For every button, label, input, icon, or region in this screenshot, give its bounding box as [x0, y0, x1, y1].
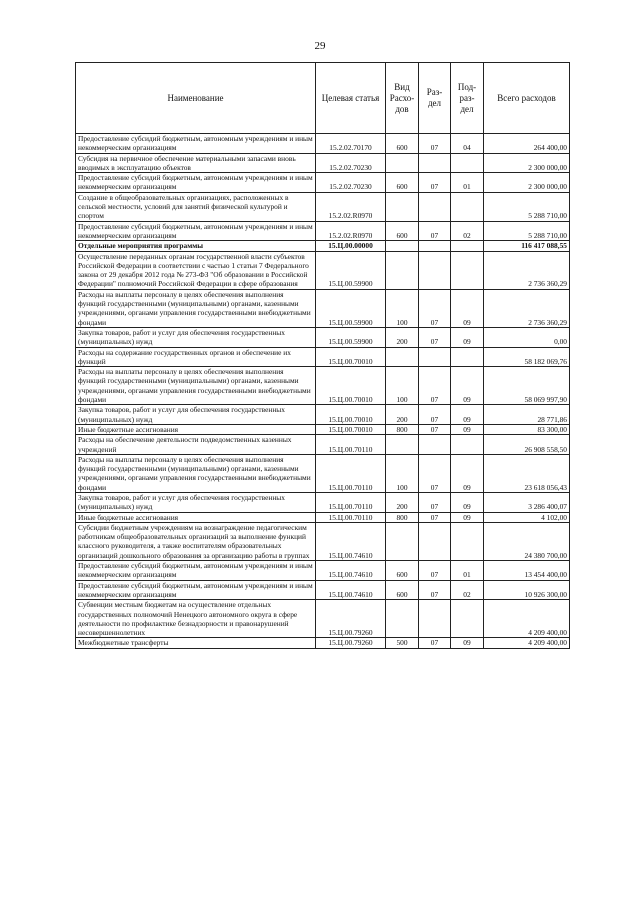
row-amount: 4 209 400,00 [484, 638, 570, 648]
row-name: Субсидия на первичное обеспечение материальными запасами вновь вводимых в эксплуатацию объектов [76, 153, 316, 173]
row-subsection: 09 [451, 492, 484, 512]
row-expense-type: 200 [386, 327, 419, 347]
budget-table [75, 62, 570, 649]
row-expense-type: 600 [386, 561, 419, 581]
row-expense-type: 100 [386, 289, 419, 327]
row-subsection [451, 251, 484, 289]
table-row [76, 367, 570, 405]
row-subsection: 02 [451, 580, 484, 600]
row-expense-type: 800 [386, 424, 419, 434]
row-subsection [451, 192, 484, 221]
row-section: 07 [419, 367, 451, 405]
row-amount: 28 771,86 [484, 405, 570, 425]
row-expense-type: 100 [386, 367, 419, 405]
row-name: Предоставление субсидий бюджетным, автономным учреждениям и иным некоммерческим организациям [76, 561, 316, 581]
page-number: 29 [314, 40, 326, 52]
row-name: Осуществление переданных органам государственной власти субъектов Российской Федерации в соответствии с частью 1 статьи 7 Федерального закона от 29 декабря 2012 года № 273-ФЗ "Об образовании в Российской Федерации" полномочий Российской Федерации в сфере образования [76, 251, 316, 289]
row-expense-type: 800 [386, 512, 419, 522]
row-section: 07 [419, 405, 451, 425]
row-amount: 2 736 360,29 [484, 251, 570, 289]
table-row [76, 454, 570, 492]
table-row [76, 405, 570, 425]
row-subsection: 09 [451, 327, 484, 347]
row-amount: 5 288 710,00 [484, 192, 570, 221]
row-subsection [451, 435, 484, 455]
row-name: Расходы на выплаты персоналу в целях обеспечения выполнения функций государственными (муниципальными) органами, казенными учреждениями, органами управления государственными внебюджетными фондами [76, 454, 316, 492]
column-header-section: Раз- дел [419, 63, 451, 134]
row-expense-type: 600 [386, 134, 419, 154]
row-subsection: 09 [451, 405, 484, 425]
row-amount: 4 209 400,00 [484, 600, 570, 638]
row-subsection: 09 [451, 454, 484, 492]
row-expense-type [386, 192, 419, 221]
row-subsection: 09 [451, 638, 484, 648]
column-header-total: Всего расходов [484, 63, 570, 134]
row-section: 07 [419, 134, 451, 154]
table-row [76, 492, 570, 512]
row-name: Расходы на выплаты персоналу в целях обеспечения выполнения функций государственными (муниципальными) органами, казенными учреждениями, органами управления государственными внебюджетными фондами [76, 367, 316, 405]
row-amount: 24 380 700,00 [484, 522, 570, 560]
row-section: 07 [419, 492, 451, 512]
row-section [419, 435, 451, 455]
table-row [76, 251, 570, 289]
row-name: Субсидии бюджетным учреждениям на вознаграждение педагогическим работникам общеобразовательных организаций за выполнение функций классного руководителя, а также воспитателям образовательных организаций дошкольного образования за организацию работы в группах [76, 522, 316, 560]
row-article: 15.2.02.R0970 [316, 221, 386, 241]
row-section: 07 [419, 561, 451, 581]
row-amount: 2 300 000,00 [484, 173, 570, 193]
row-article: 15.Ц.00.70110 [316, 454, 386, 492]
row-article: 15.Ц.00.74610 [316, 580, 386, 600]
row-name: Иные бюджетные ассигнования [76, 424, 316, 434]
row-expense-type [386, 241, 419, 251]
row-expense-type: 600 [386, 580, 419, 600]
row-amount: 58 069 997,90 [484, 367, 570, 405]
row-section: 07 [419, 327, 451, 347]
row-article: 15.Ц.00.70110 [316, 435, 386, 455]
row-article: 15.Ц.00.00000 [316, 241, 386, 251]
row-subsection: 09 [451, 289, 484, 327]
row-amount: 2 300 000,00 [484, 153, 570, 173]
table-row [76, 327, 570, 347]
table-row [76, 638, 570, 648]
row-expense-type: 500 [386, 638, 419, 648]
row-expense-type [386, 251, 419, 289]
row-section: 07 [419, 512, 451, 522]
row-subsection: 09 [451, 512, 484, 522]
row-article: 15.2.02.70230 [316, 173, 386, 193]
row-section [419, 192, 451, 221]
row-amount: 0,00 [484, 327, 570, 347]
row-article: 15.Ц.00.59900 [316, 327, 386, 347]
row-amount: 4 102,00 [484, 512, 570, 522]
row-subsection [451, 347, 484, 367]
row-expense-type: 600 [386, 221, 419, 241]
row-amount: 23 618 056,43 [484, 454, 570, 492]
table-row [76, 289, 570, 327]
row-article: 15.Ц.00.59900 [316, 289, 386, 327]
row-section: 07 [419, 173, 451, 193]
row-section [419, 522, 451, 560]
table-row [76, 580, 570, 600]
row-section [419, 241, 451, 251]
row-article: 15.Ц.00.74610 [316, 522, 386, 560]
column-header-subsection: Под- раз- дел [451, 63, 484, 134]
row-article: 15.2.02.70230 [316, 153, 386, 173]
column-header-article: Целевая статья [316, 63, 386, 134]
row-name: Расходы на обеспечение деятельности подведомственных казенных учреждений [76, 435, 316, 455]
row-amount: 2 736 360,29 [484, 289, 570, 327]
row-name: Расходы на содержание государственных органов и обеспечение их функций [76, 347, 316, 367]
table-row [76, 512, 570, 522]
row-article: 15.Ц.00.70010 [316, 424, 386, 434]
row-subsection: 04 [451, 134, 484, 154]
row-name: Предоставление субсидий бюджетным, автономным учреждениям и иным некоммерческим организациям [76, 173, 316, 193]
row-name: Закупка товаров, работ и услуг для обеспечения государственных (муниципальных) нужд [76, 327, 316, 347]
column-header-name: Наименование [76, 63, 316, 134]
row-name: Предоставление субсидий бюджетным, автономным учреждениям и иным некоммерческим организациям [76, 221, 316, 241]
row-article: 15.Ц.00.70010 [316, 367, 386, 405]
row-article: 15.Ц.00.70110 [316, 512, 386, 522]
row-subsection: 09 [451, 424, 484, 434]
row-amount: 264 400,00 [484, 134, 570, 154]
row-section [419, 251, 451, 289]
row-name: Предоставление субсидий бюджетным, автономным учреждениям и иным некоммерческим организациям [76, 134, 316, 154]
row-article: 15.Ц.00.74610 [316, 561, 386, 581]
table-row [76, 241, 570, 251]
table-row [76, 134, 570, 154]
row-subsection [451, 600, 484, 638]
row-name: Межбюджетные трансферты [76, 638, 316, 648]
row-subsection: 01 [451, 561, 484, 581]
row-expense-type: 100 [386, 454, 419, 492]
row-section [419, 153, 451, 173]
row-name: Расходы на выплаты персоналу в целях обеспечения выполнения функций государственными (муниципальными) органами, казенными учреждениями, органами управления государственными внебюджетными фондами [76, 289, 316, 327]
row-expense-type [386, 347, 419, 367]
row-amount: 5 288 710,00 [484, 221, 570, 241]
row-amount: 116 417 088,55 [484, 241, 570, 251]
table-header-row [76, 63, 570, 134]
row-section: 07 [419, 454, 451, 492]
table-row [76, 424, 570, 434]
row-name: Закупка товаров, работ и услуг для обеспечения государственных (муниципальных) нужд [76, 492, 316, 512]
table-row [76, 153, 570, 173]
row-subsection: 01 [451, 173, 484, 193]
row-name: Предоставление субсидий бюджетным, автономным учреждениям и иным некоммерческим организациям [76, 580, 316, 600]
row-name: Иные бюджетные ассигнования [76, 512, 316, 522]
table-row [76, 561, 570, 581]
row-subsection [451, 241, 484, 251]
row-amount: 83 300,00 [484, 424, 570, 434]
table-row [76, 522, 570, 560]
column-header-expense-type: Вид Расхо- дов [386, 63, 419, 134]
row-article: 15.Ц.00.70110 [316, 492, 386, 512]
row-subsection: 09 [451, 367, 484, 405]
row-article: 15.2.02.R0970 [316, 192, 386, 221]
row-name: Создание в общеобразовательных организациях, расположенных в сельской местности, условий для занятий физической культурой и спортом [76, 192, 316, 221]
row-article: 15.Ц.00.59900 [316, 251, 386, 289]
row-name: Отдельные мероприятия программы [76, 241, 316, 251]
table-row [76, 347, 570, 367]
row-article: 15.Ц.00.79260 [316, 600, 386, 638]
row-subsection: 02 [451, 221, 484, 241]
row-expense-type [386, 600, 419, 638]
row-section [419, 600, 451, 638]
row-section: 07 [419, 424, 451, 434]
row-article: 15.Ц.00.70010 [316, 347, 386, 367]
row-article: 15.2.02.70170 [316, 134, 386, 154]
row-section: 07 [419, 580, 451, 600]
row-section: 07 [419, 289, 451, 327]
row-expense-type [386, 435, 419, 455]
table-body [76, 134, 570, 649]
row-amount: 13 454 400,00 [484, 561, 570, 581]
table-row [76, 600, 570, 638]
row-article: 15.Ц.00.79260 [316, 638, 386, 648]
row-name: Субвенции местным бюджетам на осуществление отдельных государственных полномочий Ненецкого автономного округа в сфере деятельности по профилактике безнадзорности и правонарушений несовершеннолетних [76, 600, 316, 638]
table-row [76, 192, 570, 221]
row-amount: 10 926 300,00 [484, 580, 570, 600]
row-name: Закупка товаров, работ и услуг для обеспечения государственных (муниципальных) нужд [76, 405, 316, 425]
row-expense-type: 600 [386, 173, 419, 193]
row-expense-type [386, 522, 419, 560]
row-amount: 3 286 400,07 [484, 492, 570, 512]
row-section: 07 [419, 221, 451, 241]
row-subsection [451, 522, 484, 560]
row-expense-type: 200 [386, 492, 419, 512]
row-article: 15.Ц.00.70010 [316, 405, 386, 425]
row-amount: 58 182 069,76 [484, 347, 570, 367]
table-row [76, 435, 570, 455]
row-expense-type: 200 [386, 405, 419, 425]
row-subsection [451, 153, 484, 173]
table-row [76, 221, 570, 241]
row-section [419, 347, 451, 367]
row-expense-type [386, 153, 419, 173]
table-row [76, 173, 570, 193]
row-section: 07 [419, 638, 451, 648]
row-amount: 26 908 558,50 [484, 435, 570, 455]
